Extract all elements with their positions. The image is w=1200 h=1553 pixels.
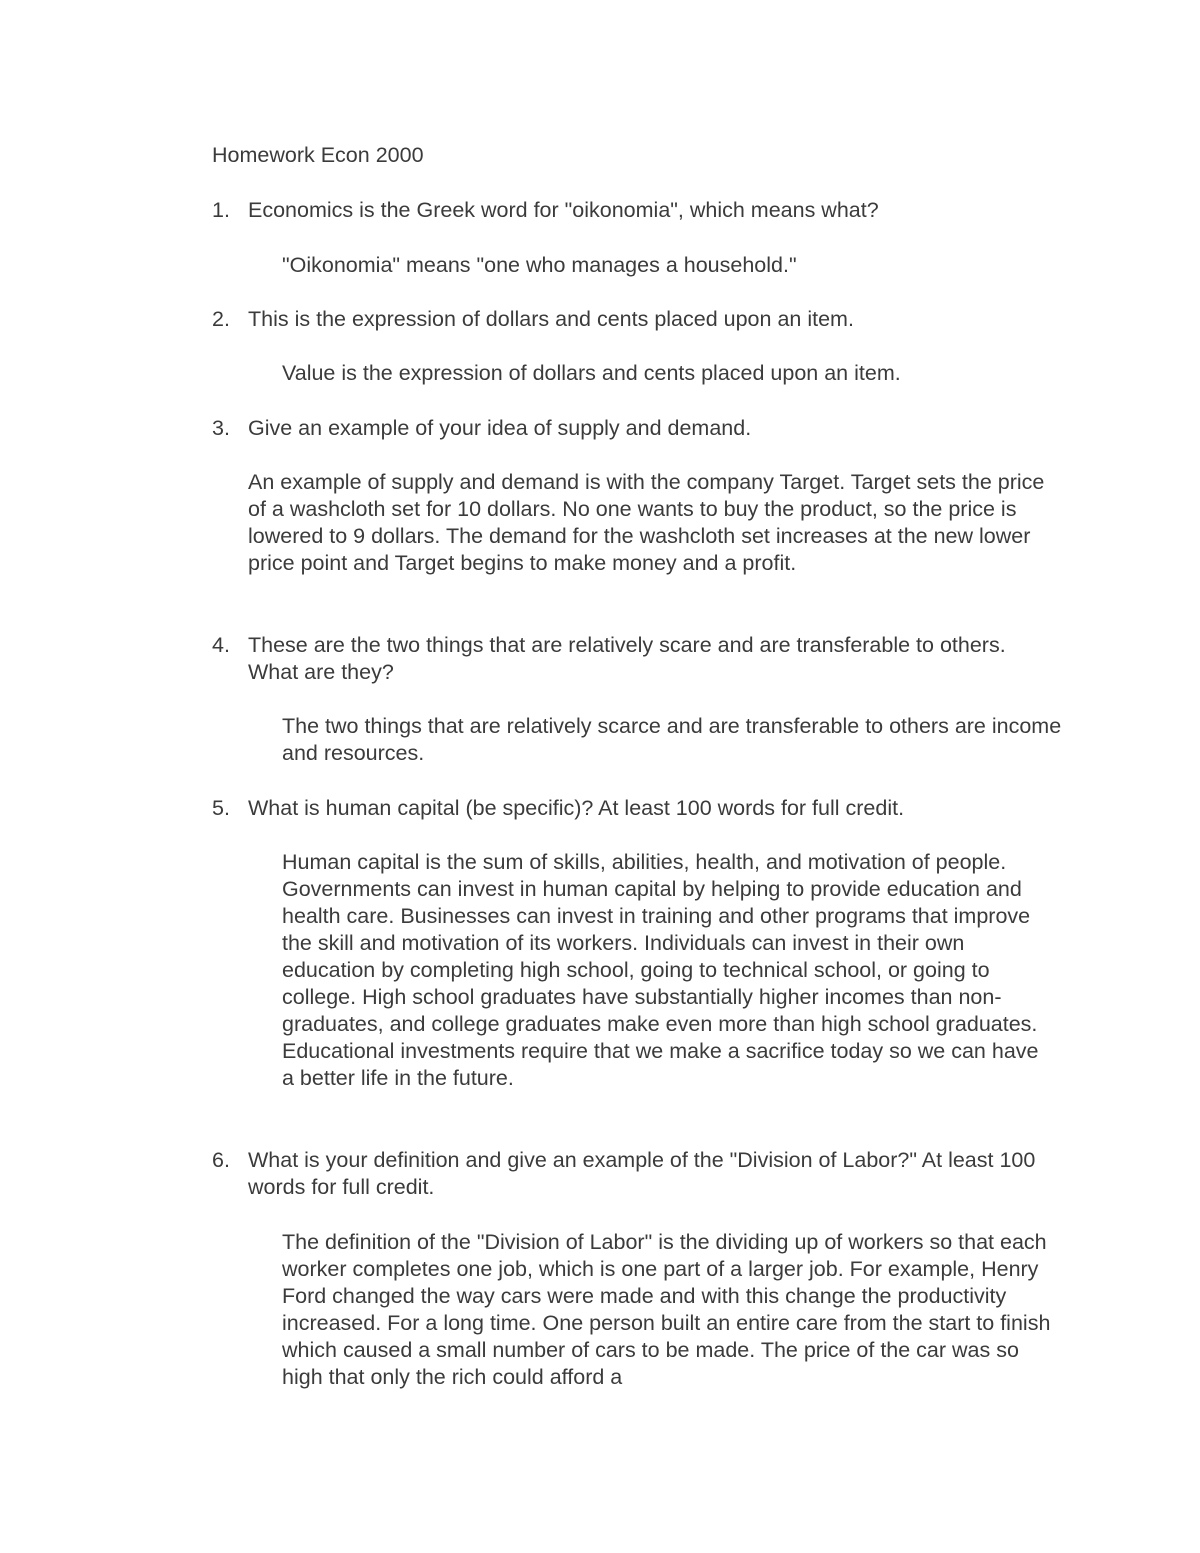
question-text: Give an example of your idea of supply and demand. — [248, 416, 752, 440]
question-number: 5. — [212, 796, 230, 820]
question-text: These are the two things that are relatively scare and are transferable to others. What are they? — [248, 633, 1006, 684]
answer-3: An example of supply and demand is with the company Target. Target sets the price of a washcloth set for 10 dollars. No one wants to buy the product, so the price is lowered to 9 dollars. The demand for the washcloth set increases at the new lower price point and Target begins to make money and a profit. — [248, 470, 1045, 575]
question-number: 4. — [212, 633, 230, 657]
question-3 — [212, 415, 1062, 442]
question-number: 3. — [212, 416, 230, 440]
answer-2: Value is the expression of dollars and cents placed upon an item. — [282, 361, 901, 385]
question-number: 2. — [212, 307, 230, 331]
question-2 — [212, 306, 1062, 333]
question-number: 6. — [212, 1148, 230, 1172]
question-5 — [212, 795, 1062, 822]
question-text: What is human capital (be specific)? At least 100 words for full credit. — [248, 796, 905, 820]
answer-5: Human capital is the sum of skills, abilities, health, and motivation of people. Governments can invest in human capital by helping to provide education and health care. Businesses can invest in training and other programs that improve the skill and motivation of its workers. Individuals can invest in their own education by completing high school, going to technical school, or going to college. High school graduates have substantially higher incomes than non-graduates, and college graduates make even more than high school graduates. Educational investments require that we make a sacrifice today so we can have a better life in the future. — [282, 850, 1039, 1090]
question-number: 1. — [212, 198, 230, 222]
question-6 — [212, 1147, 1062, 1201]
question-text: This is the expression of dollars and cents placed upon an item. — [248, 307, 854, 331]
question-text: What is your definition and give an example of the "Division of Labor?" At least 100 words for full credit. — [248, 1148, 1036, 1199]
question-4 — [212, 632, 1062, 686]
answer-4: The two things that are relatively scarce and are transferable to others are income and resources. — [282, 714, 1062, 765]
answer-1: "Oikonomia" means "one who manages a household." — [282, 253, 797, 277]
question-1 — [212, 197, 1062, 224]
question-text: Economics is the Greek word for "oikonomia", which means what? — [248, 198, 879, 222]
answer-6: The definition of the "Division of Labor" is the dividing up of workers so that each worker completes one job, which is one part of a larger job. For example, Henry Ford changed the way cars were made and with this change the productivity increased. For a long time. One person built an entire care from the start to finish which caused a small number of cars to be made. The price of the car was so high that only the rich could afford a — [282, 1230, 1051, 1389]
document-title: Homework Econ 2000 — [212, 143, 424, 167]
